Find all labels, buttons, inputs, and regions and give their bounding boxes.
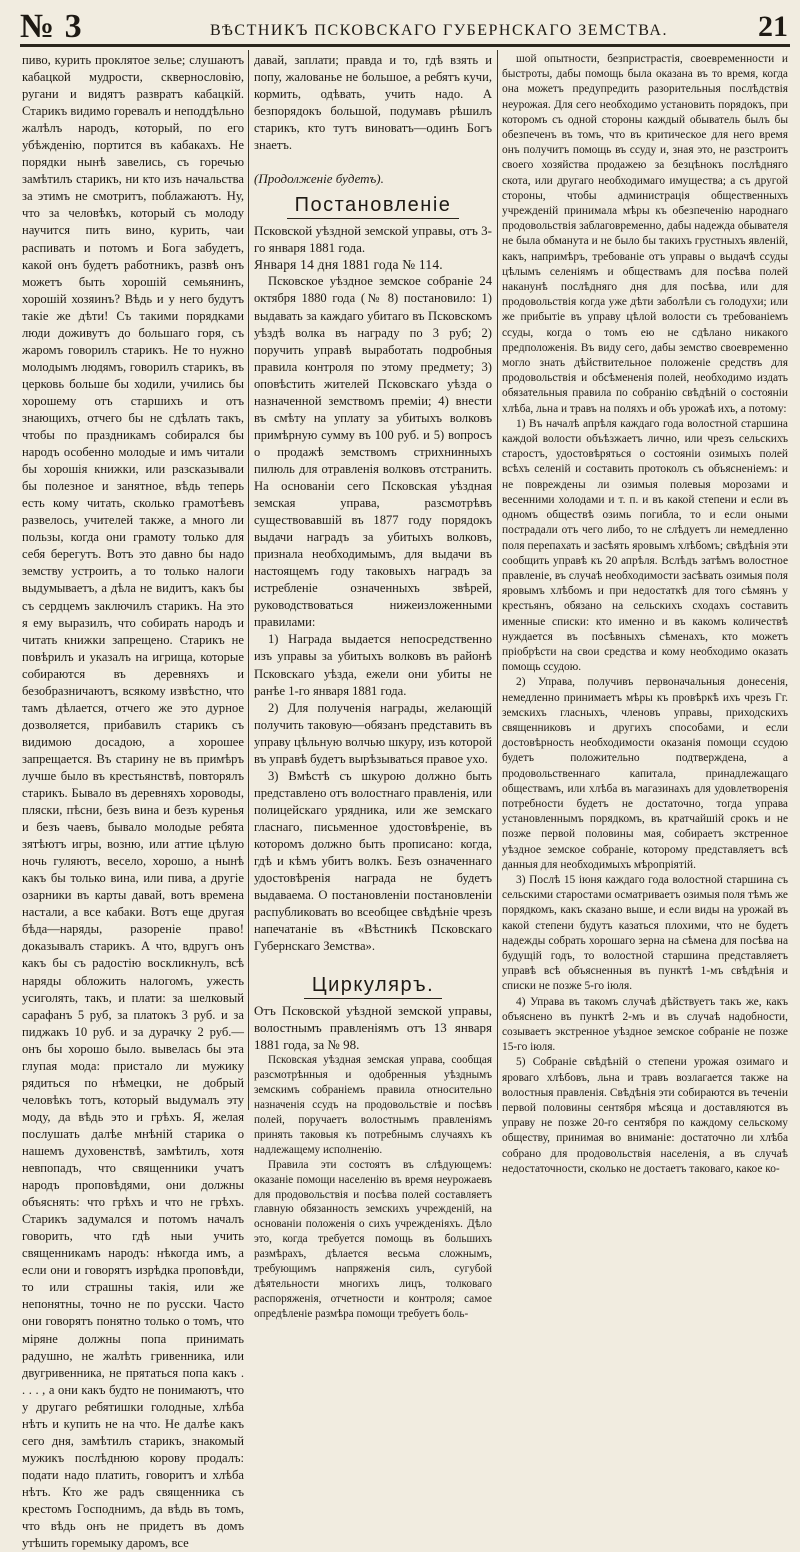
col3-rule-1: 1) Въ началѣ апрѣля каждаго года волостной старшина каждой волости объѣзжаетъ лично, или чрезъ сельскихъ старостъ, удостовѣряться о состояніи озимыхъ полей всѣхъ селеній и составить протоколъ съ объясненіемъ: и не повреждены ли озимыя полевыя морозами и весенними холодами и т. п. и въ какой степени и если въ одномъ обществѣ озимь погибла, то и если оными пострадали отъ чего либо, то не слѣдуетъ ли немедленно поля перепахать и засѣять яровымъ хлѣбомъ; свѣдѣнія эти сообщить управѣ къ 20 апрѣля. Вслѣдъ затѣмъ волостное правленіе, въ случаѣ необходимости засѣвать озимыя поля яровымъ хлѣбомъ и при недостаткѣ для того сѣмянъ у крестьянъ, обязано на сельскихъ сходахъ составить именные списки: кто именно и въ какомъ количествѣ нуждается въ посѣвныхъ сѣменахъ, кто можетъ пріобрѣсти на свои средства и кому необходимо оказать помощь ссудою. [502,417,788,674]
col3-paragraph: шой опытности, безпристрастія, своевременности и быстроты, дабы помощь была оказана въ то время, когда она можетъ предупредить разорительныя послѣдствія неурожая. Для сего необходимо установить порядокъ, при которомъ съ одной стороны каждый обыватель былъ бы обезпеченъ въ томъ, что въ критическое для него время онъ получитъ помощь въ ссуду и, зная это, не разстроитъ своего хозяйства продажею за безцѣнокъ послѣдняго скота, или другаго необходимаго имущества; а съ другой стороны, чтобы администрація общественныхъ учрежденій принимала мѣры къ обезпеченію народнаго продовольствія заблаговременно, дабы надежда обывателя не была обманута и не было бы такихъ грустныхъ явленій, какъ, напримѣръ, требованіе отъ управы о выдачѣ ссуды цѣлымъ селеніямъ и обществамъ для посѣва полей наканунѣ послѣдняго дня для посѣва, или для продовольствія когда уже дѣти заболѣли съ голодухи; или же прибытіе въ управу цѣлой волости съ требованіемъ ссуды, когда о томъ ею не сдѣлано никакого предположенія. Въ виду сего, дабы земство своевременно могло знать дѣйствительное положеніе средствъ для продовольствія и обсѣмененія полей, необходимо издать обязательныя правила по собранію свѣдѣній о состояніи хлѣба, льна и травъ на поляхъ и объ урожаѣ ихъ, а потому: [502,53,788,415]
column-3 [502,52,788,1175]
resolution-rule-1: 1) Награда выдается непосредственно изъ управы за убитыхъ волковъ въ районѣ Псковскаго уѣзда, ежели они убиты не ранѣе 1-го января 1881 года. [254,632,492,698]
circular-paragraph: Правила эти состоятъ въ слѣдующемъ: оказаніе помощи населенію въ время неурожаевъ для продовольствія и посѣва полей составляетъ главную обязанность земскихъ учрежденій, на основаніи положенія о сихъ учрежденіяхъ. Дѣло это, когда требуется помощь въ большихъ размѣрахъ, дѣлается весьма сложнымъ, требующимъ напряженія силъ, сугубой дѣятельности многихъ лицъ, толковаго распоряженія, отчетности и контроля; самое опредѣленіе размѣра помощи требуетъ боль- [254,1158,492,1320]
column-1 [22,52,244,1551]
col1-paragraph: пиво, курить проклятое зелье; слушаютъ кабацкой мудрости, сквернословію, ругани и видятъ развратъ кабацкій. Старикъ видимо горевалъ и неподдѣльно жалѣлъ народъ, который, по его убѣжденію, портится въ кабакахъ. Не порядки нынѣ завелись, съ горечью замѣтилъ старикъ, ни кто изъ начальства за этимъ не смотритъ, поблажаютъ. Ну, что за человѣкъ, который съ молоду научится пить вино, курить, чаи распивать и потомъ и Бога забудетъ, какой онъ будетъ работникъ, развѣ онъ можетъ быть хорошій семьянинъ, хорошій хозяинъ? Вѣдь и у него будутъ такіе же дѣти! Съ такими порядками люди доживутъ до большаго горя, съ жаромъ говорилъ старикъ. Не то нужно молодымъ людямъ, говорилъ старикъ, въ церковь больше бы ходили, учились бы хорошему отъ старшихъ и отъ знающихъ, отчего бы не сдѣлать такъ, чтобы по праздникамъ собирался бы народъ особенно молодые и имъ читали бы хорошія книжки, или разсказывали бы полезное и занятное, вѣдь теперь есть кому читать, сколько грамотѣевъ развелось, учителей также, а много ли пользы, когда они грамоту только для себя берегутъ. Вотъ это давно бы надо земству устроить, а то только налоги выдумываетъ, а дѣла не видитъ, какъ бы съ сердцемъ заключилъ старикъ. На это я ему выразилъ, что собирать народъ и читать книжки запрещено. Старикъ не повѣрилъ и указалъ на игрища, которые собираются въ деревняхъ и безобразничаютъ, всякому извѣстно, что тамъ дѣлается, отчего же это дурное дозволяется, прибавилъ старикъ съ видимою досадою, а хорошее запрещается. Въ старину не въ примѣръ лучше было въ крестьянствѣ, повторялъ старикъ. Бывало въ деревняхъ хороводы, пляски, пѣсни, безъ вина и безъ куренья и безъ чаевъ, бывало молодые ребята зятѣютъ игры, возню, или аттие цѣлую ночь гуляютъ, весело, хорошо, а нынѣ какъ бы только вина, или пива, а другіе озарники въ карты давай, вотъ времена настали, а все кабаки. Вотъ еще другая бѣда—наряды, разореніе право! доказывалъ старикъ. А что, вдругъ онъ какъ бы съ радостію воскликнулъ, всѣ наряды обложить налогомъ, ужесть усиголять, такъ, и плати: за шелковый сарафанъ 5 руб, за платокъ 3 руб. и за пиджакъ 10 руб. и за дурачку 2 руб.—онъ бы хорошо было. вывелась бы эта глупая мода: пристало ли мужику рядиться по нѣмецки, не добрый человѣкъ тотъ, который выдумалъ эту моду, да вѣдь это и грѣхъ. Я, желая послушать далѣе мнѣній старика о нашемъ духовенствѣ, замѣтилъ, хотя невпопадъ, что священники учатъ народъ проповѣдями, они должны объяснять: что грѣхъ и что не грѣхъ. Старикъ задумался и потомъ началъ говорить, что гдѣ ныи учить священникамъ народъ: нѣкогда имъ, а если они и говорятъ изрѣдка проповѣди, то или страшны такія, или же непонятны, точно не по русски. Часто они говорятъ понятно только о томъ, что міряне должны попа принимать радушно, не жалѣть гривенника, или двугривенника, не прятаться попа какъ . . . . , а они какъ будто не понимаютъ, что у другаго ребятишки голодные, хлѣба нѣтъ и купить не на что. Не далѣе какъ сего дня, замѣтилъ старикъ, знакомый мужикъ послѣднюю корову продалъ: подати надо платить, говоритъ и хлѣба нѣтъ. Кто же радъ священника съ крестомъ Господнимъ, да вѣдь въ томъ, что вѣдь онъ не придетъ въ домъ утѣшить горемыку даромъ, все [22,53,244,1551]
col3-rule-2: 2) Управа, получивъ первоначальныя донесенія, немедленно принимаетъ мѣры къ провѣркѣ ихъ чрезъ Гг. земскихъ гласныхъ, членовъ управы, приходскихъ священниковъ и другихъ способами, и если достовѣрность необходимости оказанія помощи ссудою будетъ положительно подтверждена, а продовольственнаго капитала, принадлежащаго обществамъ, или хлѣба въ магазинахъ для удовлетворенія потребности будетъ не достаточно, тогда управа установленнымъ порядкомъ, въ кратчайшій срокъ и не позже первой половины мая, собираетъ экстренное уѣздное земское собраніе, которому представляетъ всѣ данныя для необходимыхъ мѣропріятій. [502,676,788,871]
page-header [20,8,790,44]
circular-heading: Циркуляръ. [254,977,492,994]
issue-number: № 3 [20,8,83,45]
resolution-paragraph: Псковское уѣздное земское собраніе 24 октября 1880 года (№ 8) постановило: 1) выдавать за каждаго убитаго въ Псковскомъ уѣздѣ волка въ награду по 3 руб; 2) поручить управѣ выработать подробныя правила контроля по этому предмету; 3) оповѣстить жителей Псковскаго уѣзда о назначенной земствомъ преміи; 4) внести въ смѣту на уплату за убитыхъ волковъ примѣрную сумму въ 100 руб. и 5) вопросъ о продажѣ земствомъ стрихнинныхъ пилюль для отравленія волковъ отстранить. На основаніи сего Псковская уѣздная земская управа, разсмотрѣвъ существовавшій въ 1877 году порядокъ выдачи наградъ за убитыхъ волковъ, признала необходимымъ, для выдачи въ настоящемъ году таковыхъ наградъ за истребленіе означенныхъ звѣрей, руководствоваться нижеизложенными правилами: [254,274,492,630]
column-2 [254,52,492,1320]
resolution-rule-3: 3) Вмѣстѣ съ шкурою должно быть представлено отъ волостнаго правленія, или полицейскаго урядника, или же земскаго гласнаго, письменное удостовѣреніе, въ которомъ должно быть прописано: когда, гдѣ и кѣмъ убитъ волкъ. Безъ означеннаго удостовѣренія награда не будетъ выдаваема. О постановленіи постановленіи распубликовать во всеобщее свѣдѣніе чрезъ напечатаніе въ «Вѣстникѣ Псковскаго Губернскаго Земства». [254,768,492,954]
col2-top-paragraph: давай, заплати; правда и то, гдѣ взять и попу, жалованье не большое, а ребятъ кучи, кормить, одѣвать, учить надо. А безпорядокъ большой, подумавъ рѣшилъ старикъ, кто тутъ виноватъ—одинъ Богъ знаетъ. [254,53,492,153]
resolution-heading: Постановленіе [254,197,492,214]
circular-subheading: Отъ Псковской уѣздной земской управы, волостнымъ правленіямъ отъ 13 января 1881 года, за № 98. [254,1003,492,1053]
resolution-subheading: Псковской уѣздной земской управы, отъ 3-го января 1881 года. [254,223,492,256]
journal-title: ВѢСТНИКЪ ПСКОВСКАГО ГУБЕРНСКАГО ЗЕМСТВА. [210,22,668,39]
header-rule [20,44,790,47]
circular-paragraph: Псковская уѣздная земская управа, сообщая разсмотрѣнныя и одобренныя уѣзднымъ земскимъ собраніемъ правила относительно назначенія ссудъ на продовольствіе и посѣвъ полей, поручаетъ волостнымъ правленіямъ принять таковыя къ потребнымъ случаяхъ къ надлежащему исполненію. [254,1054,492,1156]
column-divider-1 [248,50,249,1110]
column-divider-2 [497,50,498,1110]
resolution-rule-2: 2) Для полученія награды, желающій получить таковую—обязанъ представить въ управу цѣльную волчью шкуру, изъ которой въ управѣ будетъ вырѣзываться правое ухо. [254,700,492,766]
col3-rule-3: 3) Послѣ 15 іюня каждаго года волостной старшина съ сельскими старостами осматриваетъ озимыя поля тѣмъ же порядкомъ, какъ сказано выше, и если виды на урожай въ какой степени будутъ казаться плохими, что не будетъ надежды собрать хорошаго зерна на сѣмена для посѣва на будущій годъ, то волостной старшина представляетъ управѣ всѣ объясненныя въ пунктѣ 1-мъ свѣдѣнія и списки не позже 5-го іюля. [502,873,788,993]
to-be-continued: (Продолженіе будетъ). [254,171,384,187]
resolution-date: Января 14 дня 1881 года № 114. [254,257,443,273]
col3-rule-5: 5) Собраніе свѣдѣній о степени урожая озимаго и яроваго хлѣбовъ, льна и травъ возлагается также на волостныя правленія. Свѣдѣнія эти собираются въ теченіи первой половины сентября мѣсяца и доставляются въ управу не позже 20-го сентября по каждому сельскому обществу, принимая во вниманіе: достаточно ли хлѣба собрано для продовольствія населенія, а въ случаѣ недостаточности, сколько не достаетъ таковаго, какое ко- [502,1056,788,1175]
col3-rule-4: 4) Управа въ такомъ случаѣ дѣйствуетъ такъ же, какъ объяснено въ пунктѣ 2-мъ и въ случаѣ надобности, созываетъ экстренное уѣздное земское собраніе не позже 15-го іюля. [502,995,788,1054]
page-number: 21 [758,10,788,43]
